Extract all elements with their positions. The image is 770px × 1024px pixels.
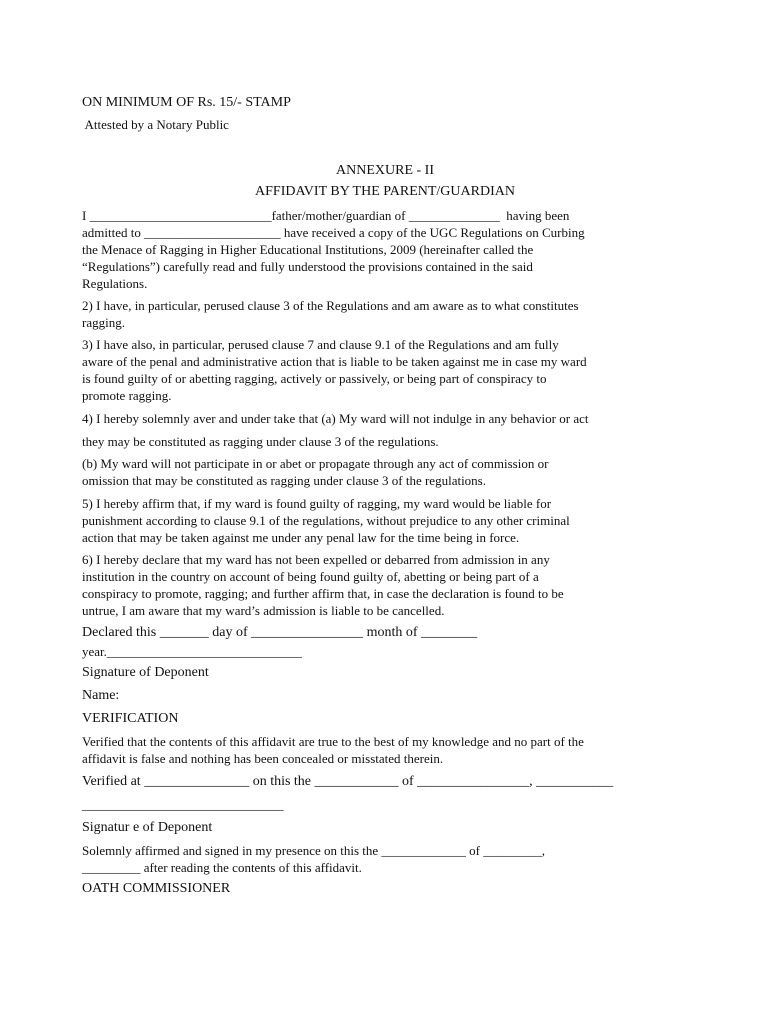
paragraph-1-line: Regulations. [82, 276, 148, 291]
paragraph-3-line: 3) I have also, in particular, perused clause 7 and clause 9.1 of the Regulations and am fully [82, 337, 559, 352]
verification-heading: VERIFICATION [82, 711, 179, 726]
paragraph-6-line: institution in the country on account of being found guilty of, abetting or being part of a [82, 569, 539, 584]
paragraph-3-line: aware of the penal and administrative action that is liable to be taken against me in case my ward [82, 354, 587, 369]
paragraph-4b-line: (b) My ward will not participate in or abet or propagate through any act of commission or [82, 456, 549, 471]
paragraph-2-line: 2) I have, in particular, perused clause 3 of the Regulations and am aware as to what constitutes [82, 298, 579, 313]
declared-line: Declared this _______ day of ________________ month of ________ [82, 625, 478, 640]
declared-year-line: year.______________________________ [82, 644, 302, 659]
signature-of-deponent-2: Signatur e of Deponent [82, 820, 213, 835]
signature-of-deponent: Signature of Deponent [82, 665, 209, 680]
paragraph-5-line: action that may be taken against me under any penal law for the time being in force. [82, 530, 520, 545]
paragraph-4-line: 4) I hereby solemnly aver and under take that (a) My ward will not indulge in any behavior or act [82, 411, 589, 426]
verified-at-line: Verified at _______________ on this the ____________ of ________________, ___________ [82, 774, 614, 789]
oath-commissioner: OATH COMMISSIONER [82, 881, 231, 896]
paragraph-4b-line: omission that may be constituted as ragging under clause 3 of the regulations. [82, 473, 486, 488]
paragraph-6-line: conspiracy to promote, ragging; and further affirm that, in case the declaration is found to be [82, 586, 564, 601]
paragraph-5-line: 5) I hereby affirm that, if my ward is found guilty of ragging, my ward would be liable for [82, 496, 552, 511]
paragraph-3-line: is found guilty of or abetting ragging, actively or passively, or being part of conspiracy to [82, 371, 547, 386]
affidavit-title: AFFIDAVIT BY THE PARENT/GUARDIAN [255, 184, 515, 199]
verification-text-line: affidavit is false and nothing has been concealed or misstated therein. [82, 751, 444, 766]
paragraph-6-line: untrue, I am aware that my ward’s admission is liable to be cancelled. [82, 603, 445, 618]
paragraph-4-line: they may be constituted as ragging under clause 3 of the regulations. [82, 434, 439, 449]
paragraph-3-line: promote ragging. [82, 388, 172, 403]
paragraph-5-line: punishment according to clause 9.1 of the regulations, without prejudice to any other criminal [82, 513, 570, 528]
paragraph-1-line: admitted to _____________________ have received a copy of the UGC Regulations on Curbing [82, 225, 585, 240]
paragraph-2-line: ragging. [82, 315, 125, 330]
stamp-note: ON MINIMUM OF Rs. 15/- STAMP [82, 95, 291, 110]
verification-text-line: Verified that the contents of this affidavit are true to the best of my knowledge and no part of the [82, 734, 584, 749]
annexure-title: ANNEXURE - II [336, 163, 434, 178]
solemnly-line: _________ after reading the contents of this affidavit. [82, 860, 362, 875]
attestation-note: Attested by a Notary Public [82, 117, 229, 132]
paragraph-1-line: the Menace of Ragging in Higher Educational Institutions, 2009 (hereinafter called the [82, 242, 534, 257]
paragraph-1-line: I ____________________________father/mother/guardian of ______________ having been [82, 208, 570, 223]
signature-blank-line: _______________________________ [82, 797, 284, 812]
paragraph-6-line: 6) I hereby declare that my ward has not been expelled or debarred from admission in any [82, 552, 550, 567]
paragraph-1-line: “Regulations”) carefully read and fully understood the provisions contained in the said [82, 259, 533, 274]
solemnly-line: Solemnly affirmed and signed in my presence on this the _____________ of _________, [82, 843, 545, 858]
name-label: Name: [82, 688, 120, 703]
